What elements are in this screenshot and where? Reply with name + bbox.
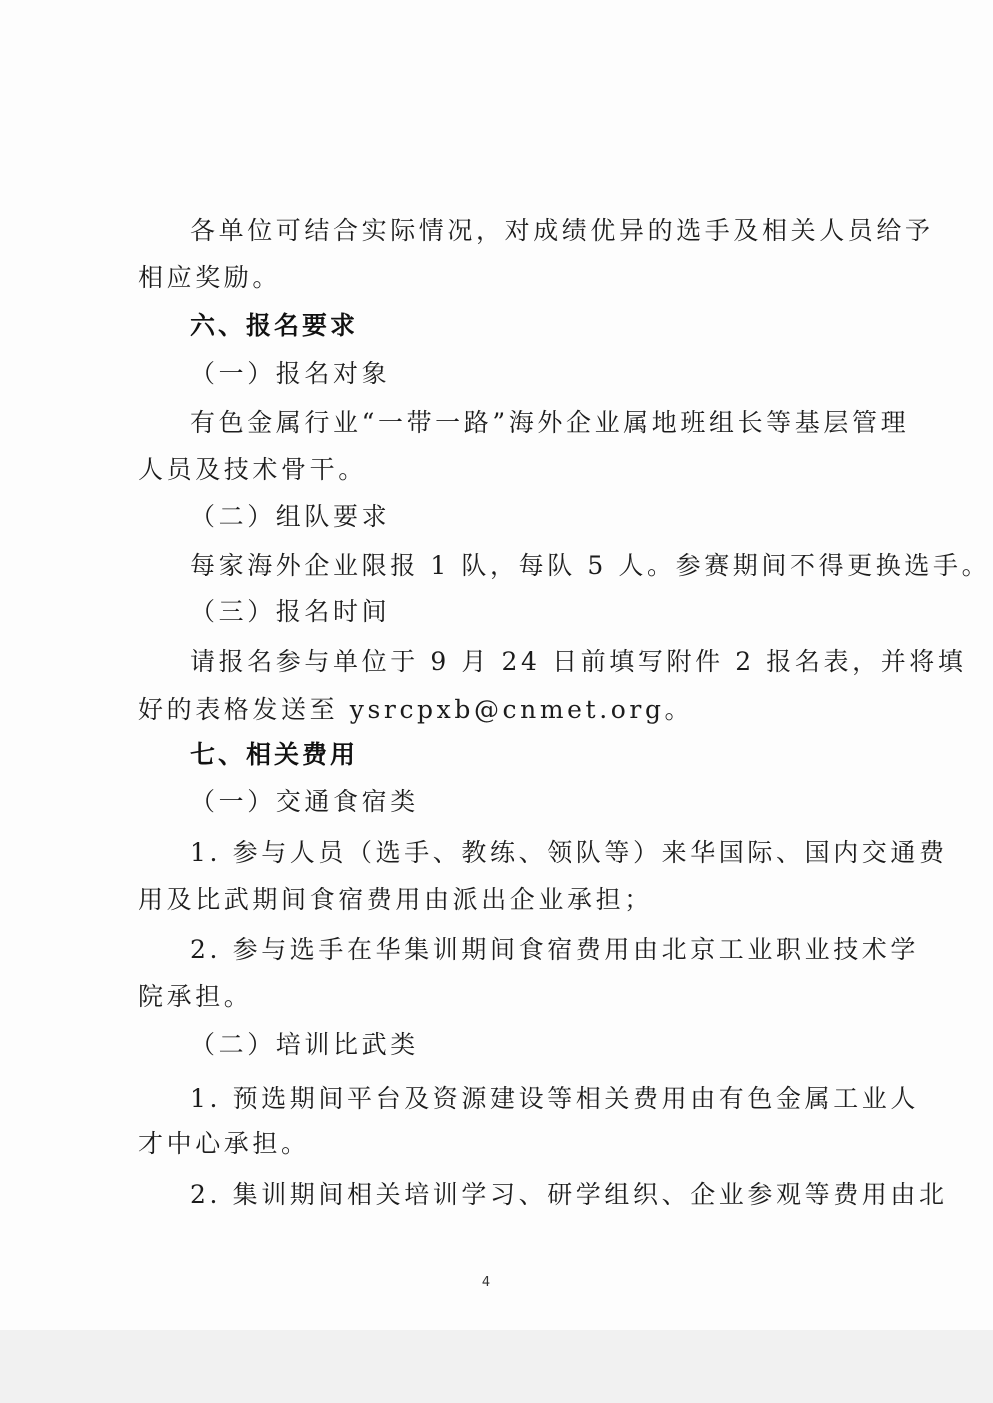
subheading-training-competition: （二）培训比武类 [190,1030,419,1059]
paragraph-training-item2-line-1: 2. 集训期间相关培训学习、研学组织、企业参观等费用由北 [190,1180,948,1209]
paragraph-transport-item2-line-1: 2. 参与选手在华集训期间食宿费用由北京工业职业技术学 [190,935,920,964]
page-number: 4 [481,1275,491,1290]
subheading-registration-target: （一）报名对象 [190,359,391,388]
paragraph-registration-time-line-2: 好的表格发送至 ysrcpxb@cnmet.org。 [138,695,694,724]
subheading-registration-time: （三）报名时间 [190,597,391,626]
paragraph-awards-line-2: 相应奖励。 [138,263,282,292]
subheading-team-requirements: （二）组队要求 [190,502,391,531]
paragraph-target-line-2: 人员及技术骨干。 [138,455,367,484]
section-heading-fees: 七、相关费用 [190,740,359,769]
paragraph-training-item1-line-1: 1. 预选期间平台及资源建设等相关费用由有色金属工业人 [190,1084,920,1113]
scan-bottom-margin [0,1330,993,1403]
paragraph-target-line-1: 有色金属行业“一带一路”海外企业属地班组长等基层管理 [190,408,910,437]
paragraph-registration-time-line-1: 请报名参与单位于 9 月 24 日前填写附件 2 报名表，并将填 [190,647,967,676]
paragraph-transport-item1-line-1: 1. 参与人员（选手、教练、领队等）来华国际、国内交通费 [190,838,948,867]
paragraph-awards-line-1: 各单位可结合实际情况，对成绩优异的选手及相关人员给予 [190,216,934,245]
paragraph-training-item1-line-2: 才中心承担。 [138,1129,310,1158]
paragraph-transport-item1-line-2: 用及比武期间食宿费用由派出企业承担； [138,885,653,914]
section-heading-registration: 六、报名要求 [190,311,359,340]
subheading-transport-lodging: （一）交通食宿类 [190,787,419,816]
paragraph-transport-item2-line-2: 院承担。 [138,982,253,1011]
paragraph-team-requirements: 每家海外企业限报 1 队，每队 5 人。参赛期间不得更换选手。 [190,551,991,580]
